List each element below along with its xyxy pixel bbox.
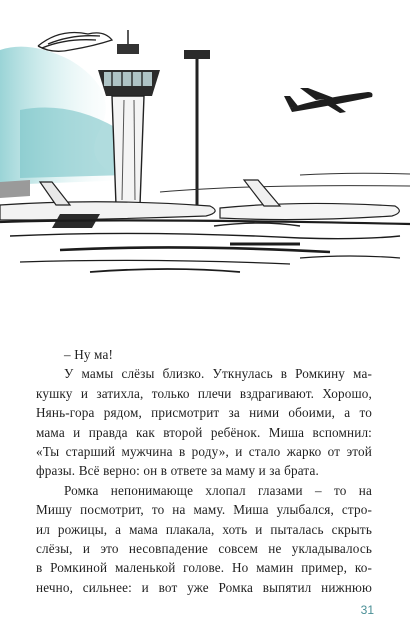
- text-line: мама и правда как второй ребёнок. Миша вспомнил:: [36, 424, 372, 440]
- text-line: кушку и затихла, только плечи вздрагивают. Хорошо,: [36, 385, 372, 401]
- text-line: ил рожицы, а мама плакала, хоть и пыталась скрыть: [36, 521, 372, 537]
- ground-scribbles: [0, 220, 410, 272]
- text-line: слёзы, и это несовпадение совсем не укладывалось: [36, 540, 372, 556]
- text-line: – Ну ма!: [64, 347, 114, 362]
- page-number: 31: [360, 603, 374, 617]
- text-line: Ромка непонимающе хлопал глазами – то на: [64, 482, 372, 498]
- story-text: [36, 345, 372, 597]
- text-line: У мамы слёзы близко. Уткнулась в Ромкину ма-: [64, 366, 372, 382]
- airport-illustration: [0, 0, 410, 300]
- text-line: Нянь-гора рядом, присмотрит за ними обоими, а то: [36, 405, 372, 421]
- text-line: Мишу посмотрит, то на маму. Миша улыбался, стро-: [36, 502, 372, 518]
- cloud-scribble: [38, 33, 112, 52]
- text-line: в Ромкиной маленькой голове. Но мамин пример, ко-: [36, 560, 372, 576]
- light-mast: [184, 50, 210, 205]
- airplane-flying: [284, 88, 373, 113]
- text-line: «Ты старший мужчина в роду», и стало жарко от этой: [36, 443, 372, 459]
- text-line: фразы. Всё верно: он в ответе за маму и за брата.: [36, 463, 319, 479]
- text-line: нечно, сильнее: и вот уже Ромка выпятил нижнюю: [36, 579, 372, 595]
